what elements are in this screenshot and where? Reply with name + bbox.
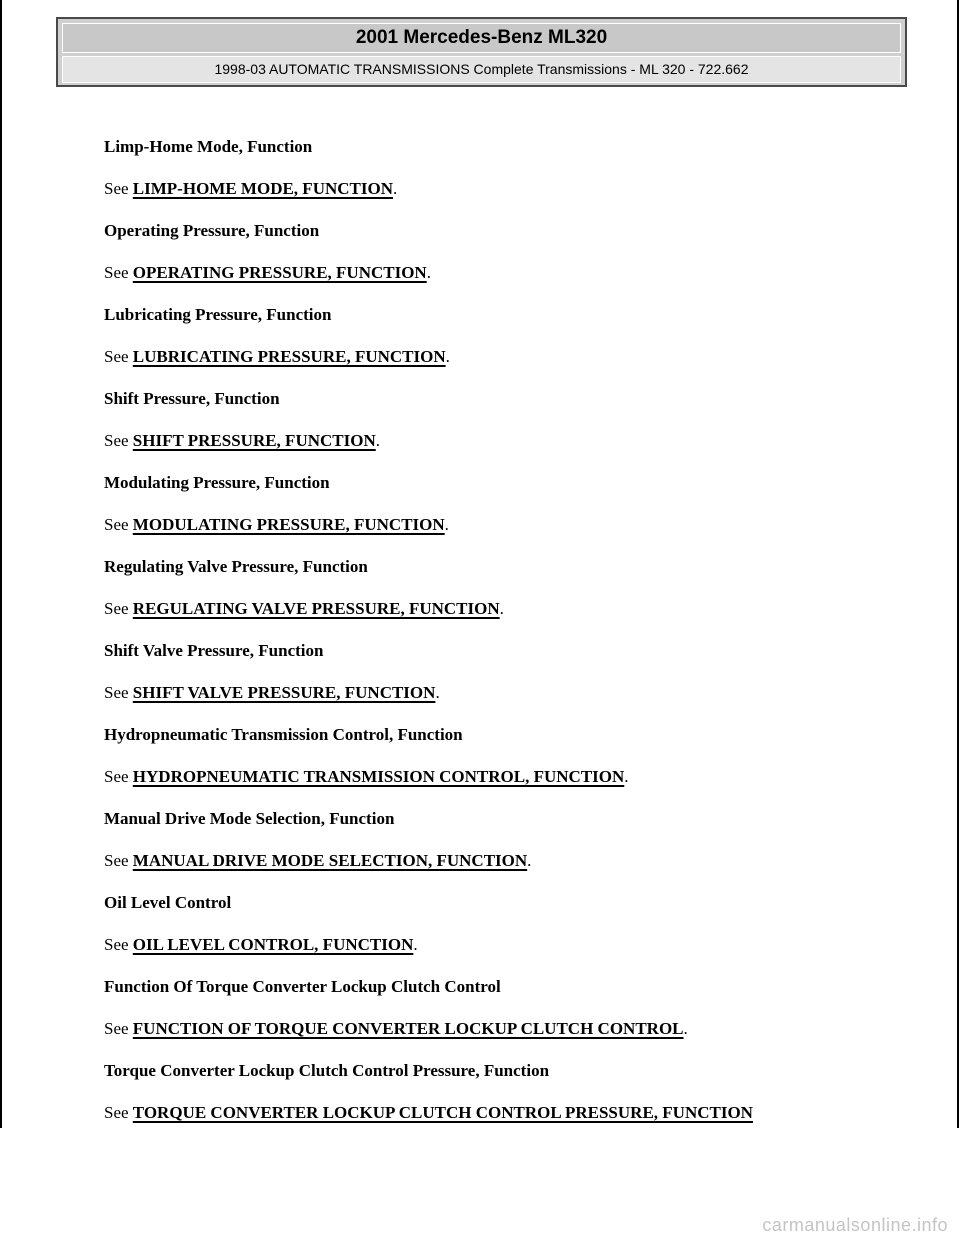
- see-line: [104, 597, 934, 621]
- entry-heading: Lubricating Pressure, Function: [104, 305, 332, 324]
- entry-heading: Hydropneumatic Transmission Control, Function: [104, 725, 463, 744]
- see-suffix: .: [426, 263, 431, 282]
- reference-entry: [104, 723, 934, 789]
- see-line: [104, 765, 934, 789]
- see-line: [104, 681, 934, 705]
- reference-entry: [104, 891, 934, 957]
- entry-heading: Shift Valve Pressure, Function: [104, 641, 324, 660]
- document-header: [56, 17, 907, 87]
- entry-heading: Modulating Pressure, Function: [104, 473, 330, 492]
- see-link[interactable]: MODULATING PRESSURE, FUNCTION: [132, 515, 445, 534]
- see-line: [104, 261, 934, 285]
- see-prefix: See: [104, 767, 129, 786]
- reference-entry: [104, 1059, 934, 1125]
- see-link[interactable]: SHIFT PRESSURE, FUNCTION: [132, 431, 376, 450]
- document-title: 2001 Mercedes-Benz ML320: [62, 23, 901, 53]
- entry-heading: Torque Converter Lockup Clutch Control Pressure, Function: [104, 1061, 550, 1080]
- page-border-right: [957, 0, 959, 1128]
- reference-entry: [104, 387, 934, 453]
- see-link[interactable]: OPERATING PRESSURE, FUNCTION: [132, 263, 427, 282]
- see-line: [104, 849, 934, 873]
- see-prefix: See: [104, 347, 129, 366]
- document-subtitle: 1998-03 AUTOMATIC TRANSMISSIONS Complete Transmissions - ML 320 - 722.662: [62, 56, 901, 83]
- see-link[interactable]: MANUAL DRIVE MODE SELECTION, FUNCTION: [132, 851, 528, 870]
- reference-entry: [104, 219, 934, 285]
- see-prefix: See: [104, 935, 129, 954]
- see-prefix: See: [104, 851, 129, 870]
- see-suffix: .: [527, 851, 532, 870]
- see-suffix: .: [375, 431, 380, 450]
- see-line: [104, 345, 934, 369]
- reference-entry: [104, 135, 934, 201]
- reference-entry: [104, 303, 934, 369]
- see-prefix: See: [104, 431, 129, 450]
- see-line: [104, 1101, 934, 1125]
- see-link[interactable]: TORQUE CONVERTER LOCKUP CLUTCH CONTROL PRESSURE, FUNCTION: [132, 1103, 753, 1122]
- see-link[interactable]: HYDROPNEUMATIC TRANSMISSION CONTROL, FUNCTION: [132, 767, 625, 786]
- see-prefix: See: [104, 1019, 129, 1038]
- entry-heading: Manual Drive Mode Selection, Function: [104, 809, 395, 828]
- see-prefix: See: [104, 263, 129, 282]
- entry-heading: Function Of Torque Converter Lockup Clutch Control: [104, 977, 501, 996]
- see-link[interactable]: SHIFT VALVE PRESSURE, FUNCTION: [132, 683, 436, 702]
- see-line: [104, 1017, 934, 1041]
- entry-heading: Oil Level Control: [104, 893, 232, 912]
- see-line: [104, 177, 934, 201]
- see-prefix: See: [104, 599, 129, 618]
- see-suffix: .: [413, 935, 418, 954]
- see-suffix: .: [435, 683, 440, 702]
- see-line: [104, 429, 934, 453]
- entry-heading: Shift Pressure, Function: [104, 389, 280, 408]
- cross-reference-list: [104, 135, 934, 1125]
- reference-entry: [104, 975, 934, 1041]
- see-suffix: .: [624, 767, 629, 786]
- see-suffix: .: [444, 515, 449, 534]
- reference-entry: [104, 807, 934, 873]
- entry-heading: Operating Pressure, Function: [104, 221, 320, 240]
- see-link[interactable]: LIMP-HOME MODE, FUNCTION: [132, 179, 393, 198]
- see-prefix: See: [104, 179, 129, 198]
- reference-entry: [104, 639, 934, 705]
- see-prefix: See: [104, 1103, 129, 1122]
- see-link[interactable]: OIL LEVEL CONTROL, FUNCTION: [132, 935, 414, 954]
- page-border-left: [0, 0, 2, 1128]
- see-link[interactable]: REGULATING VALVE PRESSURE, FUNCTION: [132, 599, 500, 618]
- see-suffix: .: [683, 1019, 688, 1038]
- see-prefix: See: [104, 683, 129, 702]
- see-suffix: .: [445, 347, 450, 366]
- watermark-text: carmanualsonline.info: [762, 1215, 948, 1235]
- entry-heading: Limp-Home Mode, Function: [104, 137, 313, 156]
- see-link[interactable]: LUBRICATING PRESSURE, FUNCTION: [132, 347, 446, 366]
- see-line: [104, 933, 934, 957]
- see-suffix: .: [499, 599, 504, 618]
- see-suffix: .: [392, 179, 398, 198]
- reference-entry: [104, 555, 934, 621]
- see-prefix: See: [104, 515, 129, 534]
- entry-heading: Regulating Valve Pressure, Function: [104, 557, 368, 576]
- see-line: [104, 513, 934, 537]
- see-link[interactable]: FUNCTION OF TORQUE CONVERTER LOCKUP CLUTCH CONTROL: [132, 1019, 684, 1038]
- reference-entry: [104, 471, 934, 537]
